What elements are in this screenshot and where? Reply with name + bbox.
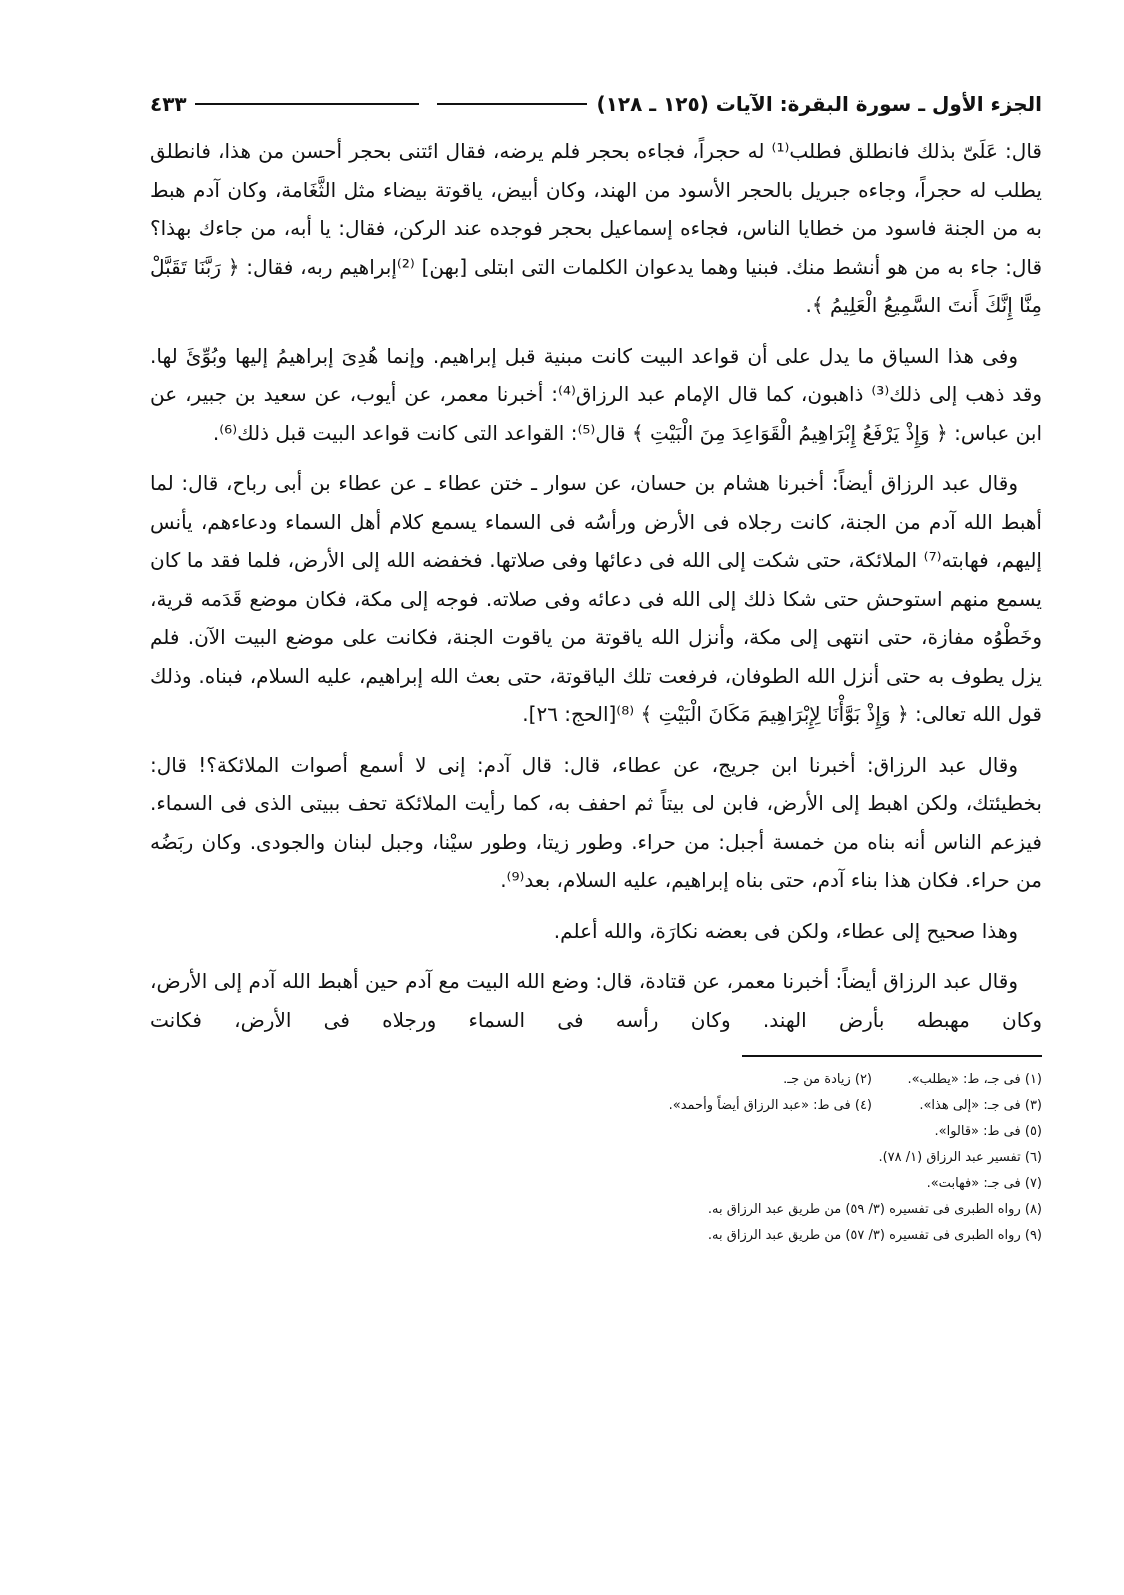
- footnote-row: [150, 1093, 1042, 1119]
- book-page: [150, 80, 1042, 1249]
- footnote-5: (٥) فى ط: «قالوا».: [934, 1124, 1042, 1139]
- footnote-row: [150, 1067, 1042, 1093]
- paragraph-6: وقال عبد الرزاق أيضاً: أخبرنا معمر، عن قتادة، قال: وضع الله البيت مع آدم حين أهبط الله آدم إلى الأرض، وكان مهبطه بأرض الهند. وكان رأسه فى السماء ورجلاه فى الأرض، فكانت: [150, 969, 1042, 1032]
- footnote-9: (٩) رواه الطبرى فى تفسيره (٣/ ٥٧) من طريق عبد الرزاق به.: [707, 1228, 1042, 1243]
- main-text: [150, 132, 1042, 1039]
- running-header-title: الجزء الأول ـ سورة البقرة: الآيات (١٢٥ ـ ١٢٨): [596, 92, 1042, 116]
- paragraph-5: وهذا صحيح إلى عطاء، ولكن فى بعضه نكارَة، والله أعلم.: [553, 918, 1018, 943]
- footnote-4: (٤) فى ط: «عبد الرزاق أيضاً وأحمد».: [668, 1098, 872, 1113]
- page-number: ٤٣٣: [150, 92, 187, 116]
- footnote-3: (٣) فى جـ: «إلى هذا».: [919, 1098, 1042, 1113]
- paragraph-1: قال: عَلَىّ بذلك فانطلق فطلب⁽¹⁾ له حجراً، فجاءه بحجر فلم يرضه، فقال ائتنى بحجر أحسن من هذا، فانطلق يطلب له حجراً، وجاءه جبريل بالحجر الأسود من الهند، وكان أبيض، ياقوتة بيضاء مثل الثَّغَامة، وكان آدم هبط به من الجنة فاسود من خطايا الناس، فجاءه إسماعيل بحجر فوجده عند الركن، فقال: يا أبه، من جاءك بهذا؟ قال: جاء به من هو أنشط منك. فبنيا وهما يدعوان الكلمات التى ابتلى [بهن] ⁽²⁾إبراهيم ربه، فقال: ﴿ رَبَّنَا تَقَبَّلْ مِنَّا إِنَّكَ أَنتَ السَّمِيعُ الْعَلِيمُ ﴾.: [150, 139, 1043, 317]
- footnote-separator: [742, 1055, 1042, 1057]
- footnote-2: (٢) زيادة من جـ.: [783, 1072, 872, 1087]
- paragraph-4: وقال عبد الرزاق: أخبرنا ابن جريج، عن عطاء، قال: قال آدم: إنى لا أسمع أصوات الملائكة؟! قال: بخطيئتك، ولكن اهبط إلى الأرض، فابن لى بيتاً ثم احفف به، كما رأيت الملائكة تحف ببيتى الذى فى السماء. فيزعم الناس أنه بناه من خمسة أجبل: من حراء. وطور زيتا، وطور سيْنا، وجبل لبنان والجودى. وكان ربَضُه من حراء. فكان هذا بناء آدم، حتى بناه إبراهيم، عليه السلام، بعد⁽⁹⁾.: [150, 752, 1042, 892]
- footnote-8: (٨) رواه الطبرى فى تفسيره (٣/ ٥٩) من طريق عبد الرزاق به.: [707, 1202, 1042, 1217]
- footnote-1: (١) فى جـ، ط: «يطلب».: [907, 1072, 1042, 1087]
- paragraph-3: وقال عبد الرزاق أيضاً: أخبرنا هشام بن حسان، عن سوار ـ ختن عطاء ـ عن عطاء بن أبى رباح، قال: لما أهبط الله آدم من الجنة، كانت رجلاه فى الأرض ورأسُه فى السماء يسمع كلام أهل السماء ودعاءهم، يأنس إليهم، فهابته⁽⁷⁾ الملائكة، حتى شكت إلى الله فى دعائها وفى صلاتها. فخفضه الله إلى الأرض، فلما فقد ما كان يسمع منهم استوحش حتى شكا ذلك إلى الله فى دعائه وفى صلاته. فوجه إلى مكة، فكان موضع قَدَمه قرية، وخَطْوُه مفازة، حتى انتهى إلى مكة، وأنزل الله ياقوتة من ياقوت الجنة، فكانت على موضع البيت الآن. فلم يزل يطوف به حتى أنزل الله الطوفان، فرفعت تلك الياقوتة، حتى بعث الله إبراهيم، عليه السلام، فبناه. وذلك قول الله تعالى: ﴿ وَإِذْ بَوَّأْنَا لِإِبْرَاهِيمَ مَكَانَ الْبَيْتِ ﴾ ⁽⁸⁾[الحج: ٢٦].: [150, 471, 1042, 726]
- footnote-7: (٧) فى جـ: «فهابت».: [926, 1176, 1042, 1191]
- paragraph-2: وفى هذا السياق ما يدل على أن قواعد البيت كانت مبنية قبل إبراهيم. وإنما هُدِىَ إبراهيمُ إليها وبُوِّئَ لها. وقد ذهب إلى ذلك⁽³⁾ ذاهبون، كما قال الإمام عبد الرزاق⁽⁴⁾: أخبرنا معمر، عن أيوب، عن سعيد بن جبير، عن ابن عباس: ﴿ وَإِذْ يَرْفَعُ إِبْرَاهِيمُ الْقَوَاعِدَ مِنَ الْبَيْتِ ﴾ قال⁽⁵⁾: القواعد التى كانت قواعد البيت قبل ذلك⁽⁶⁾.: [150, 343, 1042, 445]
- header-rule: [437, 103, 587, 105]
- footnotes: [150, 1067, 1042, 1249]
- footnote-6: (٦) تفسير عبد الرزاق (١/ ٧٨).: [878, 1150, 1042, 1165]
- header-rule: [195, 103, 419, 105]
- running-header: [150, 80, 1042, 128]
